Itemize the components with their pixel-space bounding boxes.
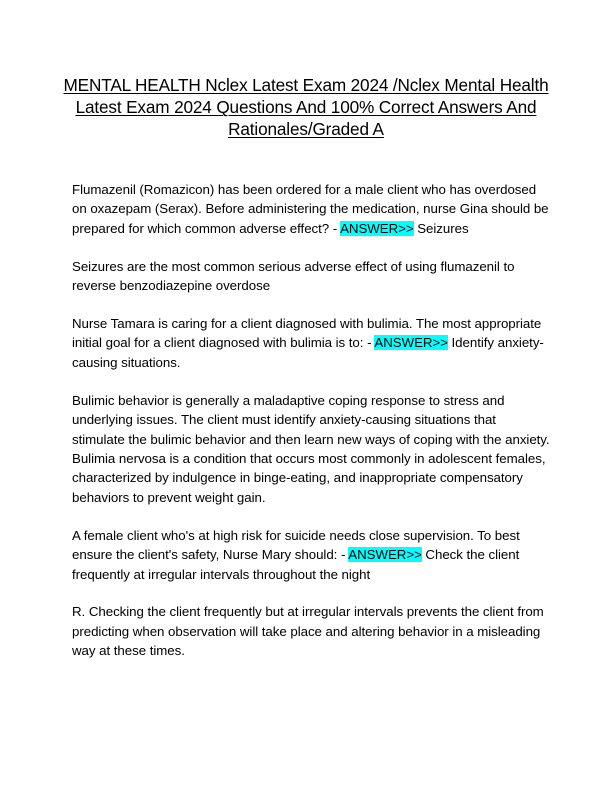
rationale-3: R. Checking the client frequently but at irregular intervals prevents the client from predicting when observation will take place and altering behavior in a misleading way at these times. (72, 604, 544, 659)
answer-3-text: Check the client frequently at irregular intervals throughout the night (72, 547, 520, 582)
question-3-text: A female client who's at high risk for suicide needs close supervision. To best ensure the client's safety, Nurse Mary should: - (72, 527, 520, 563)
question-3 (72, 526, 552, 584)
document-body (72, 180, 552, 679)
document-title: MENTAL HEALTH Nclex Latest Exam 2024 /Nclex Mental Health Latest Exam 2024 Questions And 100% Correct Answers And Rationales/Graded A (63, 75, 549, 139)
question-1-text: Flumazenil (Romazicon) has been ordered for a male client who has overdosed on oxazepam (Serax). Before administering the medication, nurse Gina should be prepared for which common adverse effect? - (72, 182, 549, 236)
question-1 (72, 180, 552, 238)
answer-marker-1: ANSWER>> (340, 220, 414, 236)
question-2 (72, 314, 552, 372)
answer-marker-2: ANSWER>> (374, 335, 448, 351)
question-2-text: Nurse Tamara is caring for a client diagnosed with bulimia. The most appropriate initial goal for a client diagnosed with bulimia is to: - (72, 316, 542, 351)
answer-marker-3: ANSWER>> (348, 547, 422, 563)
rationale-1: Seizures are the most common serious adverse effect of using flumazenil to reverse benzodiazepine overdose (72, 258, 515, 294)
answer-1-text: Seizures (417, 220, 469, 236)
rationale-2: Bulimic behavior is generally a maladaptive coping response to stress and underlying issues. The client must identify anxiety-causing situations that stimulate the bulimic behavior and then learn new ways of coping with the anxiety. Bulimia nervosa is a condition that occurs most commonly in adolescent females, characterized by indulgence in binge-eating, and inappropriate compensatory behaviors to prevent weight gain. (72, 392, 550, 505)
answer-2-text: Identify anxiety-causing situations. (72, 335, 544, 370)
